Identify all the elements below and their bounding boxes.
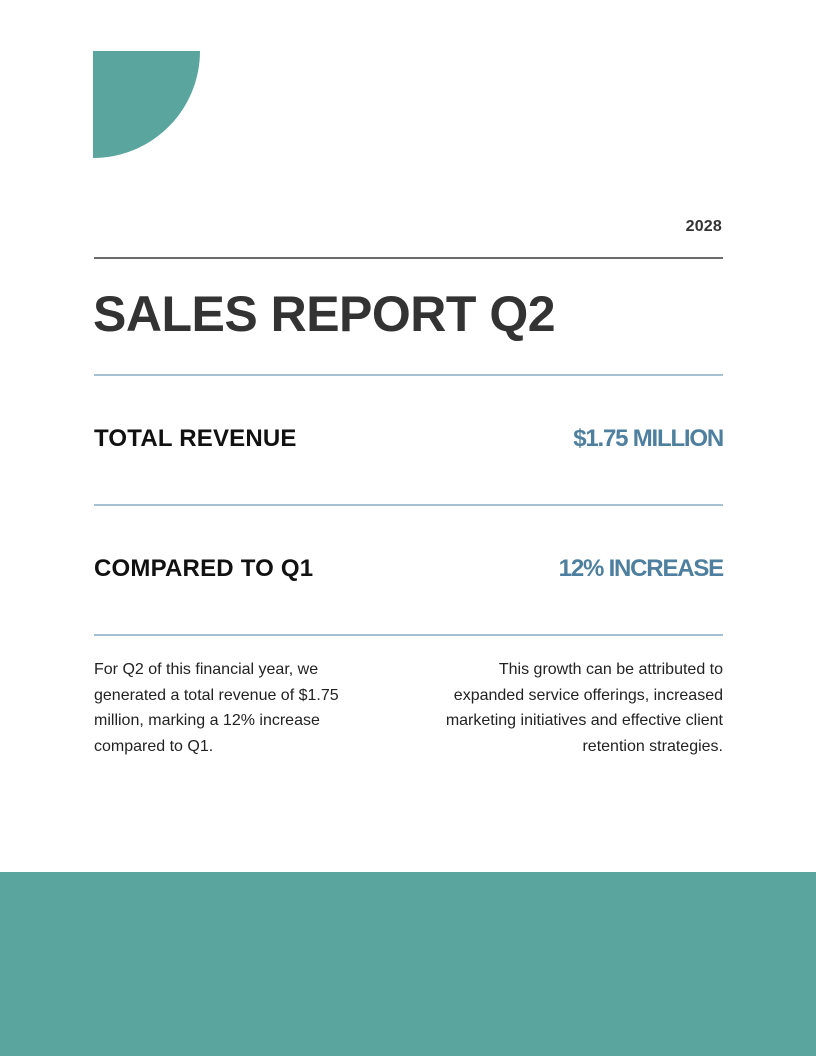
section-divider: [94, 504, 723, 506]
report-year: 2028: [685, 218, 722, 235]
decorative-quarter-circle: [93, 51, 200, 158]
summary-paragraph: For Q2 of this financial year, we generated a total revenue of $1.75 million, marking a 12% increase compared to Q1.: [94, 661, 339, 755]
metric-row-total-revenue: [94, 419, 723, 459]
header-divider: [94, 257, 723, 259]
metric-value: 12% INCREASE: [558, 555, 723, 582]
section-divider: [94, 374, 723, 376]
metric-label: TOTAL REVENUE: [94, 425, 297, 452]
section-divider: [94, 634, 723, 636]
footer-band: [0, 872, 816, 1056]
metric-row-compared-to-q1: [94, 549, 723, 589]
metric-value: $1.75 MILLION: [573, 425, 723, 452]
metric-label: COMPARED TO Q1: [94, 555, 314, 582]
growth-explanation-paragraph: This growth can be attributed to expanded service offerings, increased marketing initiatives and effective client retention strategies.: [445, 661, 723, 755]
page-title: SALES REPORT Q2: [93, 286, 556, 342]
